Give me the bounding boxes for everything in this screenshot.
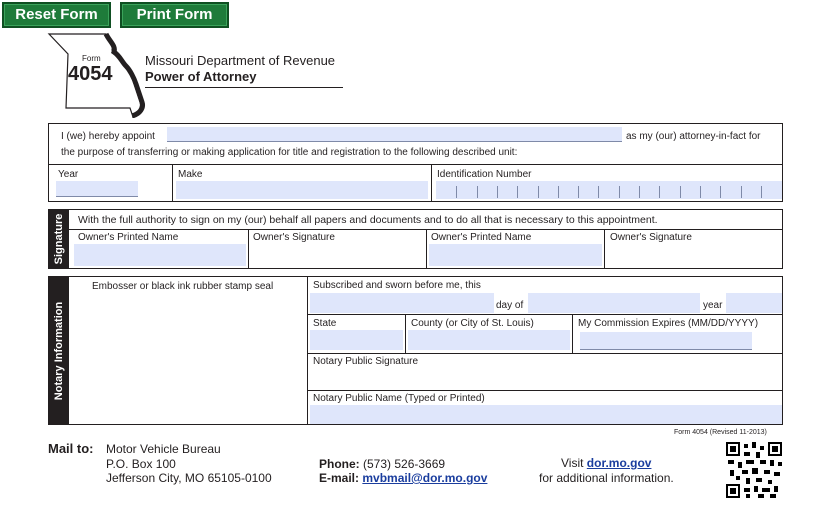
divider <box>405 315 406 353</box>
vin-char-divider <box>456 186 457 198</box>
owner-signature-2-label: Owner's Signature <box>610 232 692 243</box>
print-form-button[interactable]: Print Form <box>120 2 229 28</box>
appoint-prefix: I (we) hereby appoint <box>61 131 155 142</box>
authority-statement: With the full authority to sign on my (our) behalf all papers and documents and to do all that is necessary to this appointment. <box>78 214 658 226</box>
vin-char-divider <box>761 186 762 198</box>
owner-signature-1-label: Owner's Signature <box>253 232 335 243</box>
county-label: County (or City of St. Louis) <box>411 318 534 329</box>
vin-char-divider <box>659 186 660 198</box>
commission-expires-label: My Commission Expires (MM/DD/YYYY) <box>578 318 759 329</box>
divider <box>308 314 783 315</box>
vin-char-divider <box>639 186 640 198</box>
vin-char-divider <box>720 186 721 198</box>
vin-char-divider <box>700 186 701 198</box>
owner-printed-name-2-label: Owner's Printed Name <box>431 232 532 243</box>
mail-address-line-3: Jefferson City, MO 65105-0100 <box>106 471 272 485</box>
department-name: Missouri Department of Revenue <box>145 53 336 68</box>
divider <box>604 230 605 269</box>
email-link[interactable]: mvbmail@dor.mo.gov <box>362 471 488 485</box>
subscribed-label: Subscribed and sworn before me, this <box>313 280 481 291</box>
vehicle-year-input[interactable] <box>56 181 138 197</box>
title-underline <box>145 87 343 88</box>
divider <box>572 315 573 353</box>
day-of-label: day of <box>496 300 524 311</box>
id-number-label: Identification Number <box>437 169 532 180</box>
signature-side-label: Signature <box>48 209 69 269</box>
notary-state-input[interactable] <box>310 330 403 350</box>
notary-side-label: Notary Information <box>48 276 69 425</box>
form-number: 4054 <box>68 63 113 85</box>
vin-char-divider <box>598 186 599 198</box>
notary-county-input[interactable] <box>408 330 570 350</box>
mail-address-line-1: Motor Vehicle Bureau <box>106 442 221 456</box>
year-label: Year <box>58 169 79 180</box>
vin-char-divider <box>741 186 742 198</box>
vin-char-divider <box>558 186 559 198</box>
divider <box>307 277 308 425</box>
sworn-year-input[interactable] <box>726 293 782 313</box>
sworn-day-input[interactable] <box>310 293 494 313</box>
divider <box>431 165 432 202</box>
appoint-purpose: the purpose of transferring or making application for title and registration to the following described unit: <box>61 147 518 158</box>
divider <box>426 230 427 269</box>
notary-name-label: Notary Public Name (Typed or Printed) <box>313 393 485 404</box>
vin-char-divider <box>680 186 681 198</box>
vehicle-make-input[interactable] <box>176 181 428 199</box>
phone: Phone: (573) 526-3669 <box>319 457 446 471</box>
form-revision: Form 4054 (Revised 11-2013) <box>674 429 767 436</box>
vin-input[interactable] <box>436 181 782 199</box>
divider <box>49 164 783 165</box>
vin-char-divider <box>497 186 498 198</box>
notary-signature-label: Notary Public Signature <box>313 356 419 367</box>
commission-expires-input[interactable] <box>580 332 752 350</box>
vin-char-divider <box>578 186 579 198</box>
owner-printed-name-1-input[interactable] <box>74 244 246 266</box>
website-link[interactable]: dor.mo.gov <box>586 456 652 470</box>
more-info-line: for additional information. <box>539 471 674 485</box>
vin-char-divider <box>538 186 539 198</box>
vin-char-divider <box>619 186 620 198</box>
seal-label: Embosser or black ink rubber stamp seal <box>92 281 274 292</box>
owner-printed-name-1-label: Owner's Printed Name <box>78 232 179 243</box>
page-title: Power of Attorney <box>145 69 257 84</box>
notary-name-input[interactable] <box>310 405 782 424</box>
form-word: Form <box>82 54 101 63</box>
divider <box>308 353 783 354</box>
qr-code <box>726 442 782 498</box>
year-label: year <box>703 300 723 311</box>
divider <box>248 230 249 269</box>
divider <box>172 165 173 202</box>
appoint-suffix: as my (our) attorney-in-fact for <box>626 131 761 142</box>
mail-address-line-2: P.O. Box 100 <box>106 457 176 471</box>
visit-line: Visit dor.mo.gov <box>561 456 652 470</box>
divider <box>308 390 783 391</box>
vin-char-divider <box>477 186 478 198</box>
reset-form-button[interactable]: Reset Form <box>2 2 111 28</box>
sworn-month-input[interactable] <box>528 293 700 313</box>
vin-char-divider <box>517 186 518 198</box>
email: E-mail: mvbmail@dor.mo.gov <box>319 471 488 485</box>
mail-to-label: Mail to: <box>48 441 94 456</box>
state-label: State <box>313 318 337 329</box>
owner-printed-name-2-input[interactable] <box>429 244 602 266</box>
make-label: Make <box>178 169 203 180</box>
attorney-name-input[interactable] <box>167 127 622 142</box>
